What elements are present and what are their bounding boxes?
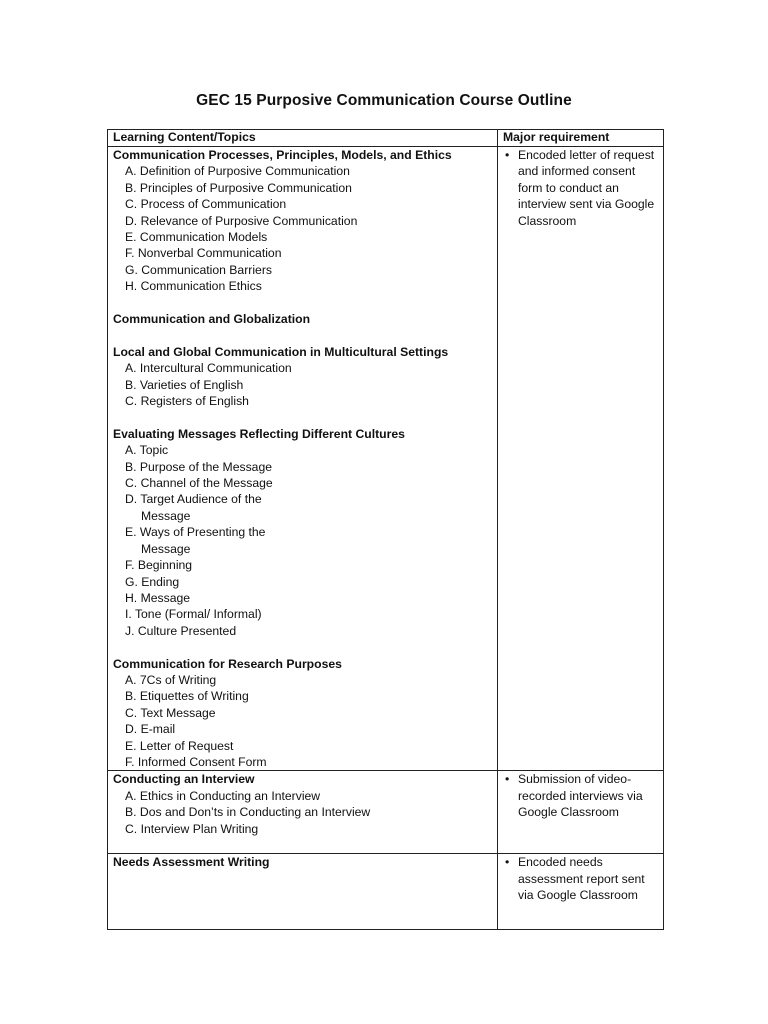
list-item: H. Communication Ethics (125, 279, 262, 294)
section-title: Evaluating Messages Reflecting Different Cultures (113, 426, 405, 441)
bullet-icon: • (505, 855, 510, 870)
header-major-requirement: Major requirement (498, 130, 664, 147)
list-item: C. Text Message (125, 705, 216, 720)
list-item: A. Definition of Purposive Communication (125, 164, 350, 179)
list-item: D. Relevance of Purposive Communication (125, 213, 358, 228)
list-item-continuation: Message (141, 508, 191, 523)
requirement-text: Submission of video-recorded interviews via Google Classroom (518, 772, 643, 820)
list-item: B. Principles of Purposive Communication (125, 180, 352, 195)
list-item: E. Letter of Request (125, 738, 234, 753)
list-item: A. Ethics in Conducting an Interview (125, 788, 321, 803)
course-outline-table (107, 129, 664, 930)
list-item: D. E-mail (125, 722, 176, 737)
list-item: D. Target Audience of the (125, 492, 262, 507)
requirement-cell (498, 147, 664, 771)
section-title: Communication Processes, Principles, Models, and Ethics (113, 148, 452, 162)
topics-cell (108, 854, 498, 930)
list-item: B. Purpose of the Message (125, 459, 273, 474)
list-item: F. Nonverbal Communication (125, 246, 282, 261)
list-item: C. Registers of English (125, 394, 249, 409)
list-item: I. Tone (Formal/ Informal) (125, 607, 262, 622)
requirement-bullet (503, 854, 658, 903)
topics-cell (108, 771, 498, 854)
list-item: G. Ending (125, 574, 180, 589)
header-learning-content: Learning Content/Topics (108, 130, 498, 147)
list-item: F. Beginning (125, 558, 193, 573)
requirement-bullet (503, 147, 658, 229)
section-title: Conducting an Interview (113, 772, 255, 787)
list-item: G. Communication Barriers (125, 262, 272, 277)
list-item: B. Dos and Don’ts in Conducting an Interview (125, 805, 371, 820)
table-row (108, 771, 664, 854)
table-header-row (108, 130, 664, 147)
list-item: A. Intercultural Communication (125, 361, 292, 376)
list-item: E. Communication Models (125, 230, 268, 245)
list-item: C. Channel of the Message (125, 476, 273, 491)
list-item: C. Interview Plan Writing (125, 821, 259, 836)
list-item: B. Varieties of English (125, 377, 244, 392)
table-row (108, 147, 664, 771)
table-row (108, 854, 664, 930)
list-item: H. Message (125, 590, 191, 605)
section-title: Communication for Research Purposes (113, 656, 342, 671)
section-title: Communication and Globalization (113, 312, 311, 327)
list-item-continuation: Message (141, 541, 191, 556)
page-title: GEC 15 Purposive Communication Course Outline (196, 92, 572, 109)
list-item: A. Topic (125, 443, 169, 458)
requirement-bullet (503, 771, 658, 820)
list-item: C. Process of Communication (125, 197, 287, 212)
requirement-cell (498, 854, 664, 930)
topics-cell (108, 147, 498, 771)
list-item: E. Ways of Presenting the (125, 525, 266, 540)
list-item: B. Etiquettes of Writing (125, 689, 249, 704)
list-item: F. Informed Consent Form (125, 754, 267, 769)
section-title: Needs Assessment Writing (113, 855, 270, 870)
requirement-text: Encoded needs assessment report sent via Google Classroom (518, 855, 645, 903)
bullet-icon: • (505, 148, 510, 162)
bullet-icon: • (505, 772, 510, 787)
list-item: A. 7Cs of Writing (125, 672, 217, 687)
requirement-cell (498, 771, 664, 854)
section-title: Local and Global Communication in Multicultural Settings (113, 344, 449, 359)
list-item: J. Culture Presented (125, 623, 237, 638)
requirement-text: Encoded letter of request and informed consent form to conduct an interview sent via Google Classroom (518, 148, 655, 228)
